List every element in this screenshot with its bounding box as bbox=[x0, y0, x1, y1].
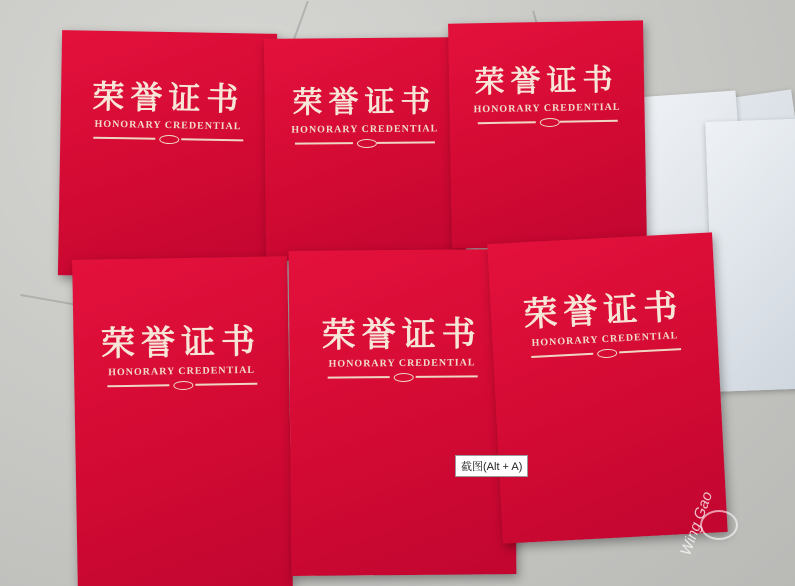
ornament-divider bbox=[107, 380, 257, 391]
certificate-title-en: HONORARY CREDENTIAL bbox=[94, 118, 242, 133]
floor-crack bbox=[293, 1, 309, 39]
certificate-title-cn: 荣誉证书 bbox=[522, 286, 685, 336]
certificate-title-cn: 荣誉证书 bbox=[100, 321, 262, 365]
certificate-title-cn: 荣誉证书 bbox=[474, 62, 619, 101]
watermark-text: Wing Gao bbox=[677, 489, 717, 558]
certificate-title-en: HONORARY CREDENTIAL bbox=[531, 330, 679, 349]
certificate-title-en: HONORARY CREDENTIAL bbox=[108, 364, 256, 379]
certificate-title-cn: 荣誉证书 bbox=[92, 77, 245, 119]
certificate-title-en: HONORARY CREDENTIAL bbox=[291, 123, 439, 136]
ornament-divider bbox=[477, 117, 617, 127]
certificate-booklet bbox=[289, 249, 517, 576]
certificate-booklet bbox=[487, 232, 727, 543]
certificate-booklet bbox=[264, 37, 466, 261]
ornament-divider bbox=[327, 372, 477, 381]
ornament-divider bbox=[295, 138, 435, 147]
certificate-title-cn: 荣誉证书 bbox=[292, 84, 437, 121]
certificate-title-cn: 荣誉证书 bbox=[321, 314, 482, 356]
white-paper bbox=[705, 118, 795, 392]
ornament-divider bbox=[93, 134, 243, 145]
certificate-booklet bbox=[72, 256, 293, 586]
certificate-title-en: HONORARY CREDENTIAL bbox=[328, 357, 476, 370]
screenshot-tooltip: 截图(Alt + A) bbox=[455, 455, 528, 477]
certificate-title-en: HONORARY CREDENTIAL bbox=[473, 101, 621, 116]
certificate-booklet bbox=[58, 30, 277, 279]
certificate-booklet bbox=[448, 20, 647, 248]
